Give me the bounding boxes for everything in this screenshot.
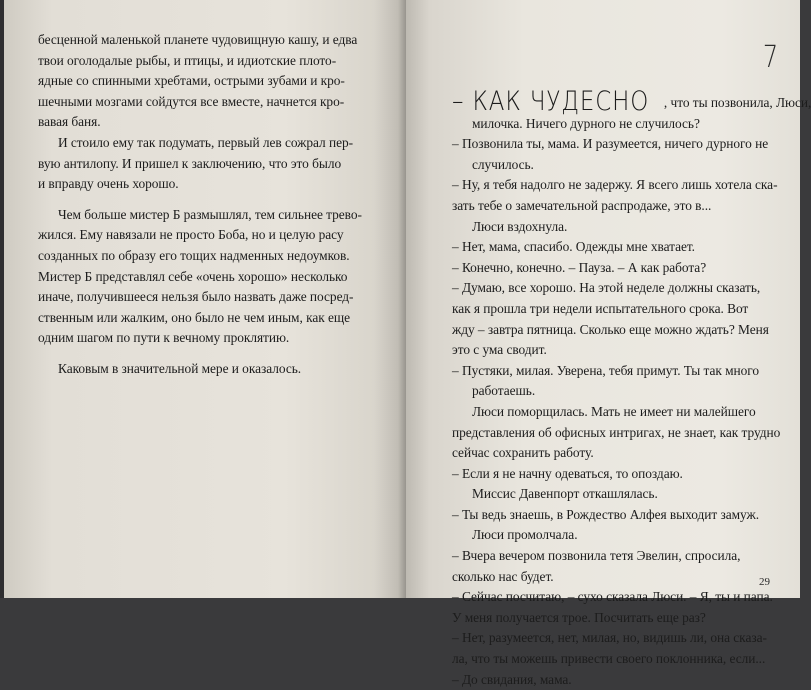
text-line: твои оголодалые рыбы, и птицы, и идиотские плото- bbox=[38, 52, 337, 68]
text-line: сколько нас будет. bbox=[452, 568, 554, 584]
text-line: – Конечно, конечно. – Пауза. – А как работа? bbox=[452, 259, 707, 275]
chapter-number: 7 bbox=[762, 40, 779, 75]
text-line: ственным или жалким, оно было не чем иным, как еще bbox=[38, 309, 351, 325]
chapter-lead-words: – КАК ЧУДЕСНО bbox=[452, 86, 650, 117]
left-page bbox=[4, 0, 406, 598]
text-line: зать тебе о замечательной распродаже, это в... bbox=[452, 197, 712, 213]
text-line: вавая баня. bbox=[38, 114, 101, 130]
chapter-lead-rest: , что ты позвонила, Люси, bbox=[663, 95, 811, 110]
text-line: И стоило ему так подумать, первый лев сожрал пер- bbox=[58, 134, 354, 150]
text-line: и вправду очень хорошо. bbox=[38, 176, 179, 192]
chapter-opening-line bbox=[452, 86, 811, 117]
paragraph bbox=[38, 359, 372, 380]
text-line: – Вчера вечером позвонила тетя Эвелин, спросила, bbox=[452, 548, 741, 564]
text-line: – Думаю, все хорошо. На этой неделе должны сказать, bbox=[452, 280, 761, 296]
text-line: это с ума сводит. bbox=[452, 342, 547, 358]
text-line: случилось. bbox=[472, 156, 534, 172]
paragraph bbox=[38, 133, 372, 195]
text-line: Люси поморщилась. Мать не имеет ни малейшего bbox=[472, 403, 756, 419]
text-line: милочка. Ничего дурного не случилось? bbox=[472, 115, 700, 131]
text-line: У меня получается трое. Посчитать еще раз? bbox=[452, 609, 706, 625]
page-number: 29 bbox=[759, 576, 770, 588]
right-page-body bbox=[452, 114, 781, 690]
text-line: – Пустяки, милая. Уверена, тебя примут. Ты так много bbox=[452, 362, 760, 378]
text-line: – Ну, я тебя надолго не задержу. Я всего лишь хотела ска- bbox=[452, 177, 778, 193]
text-line: представления об офисных интригах, не знает, как трудно bbox=[452, 424, 781, 440]
paragraph bbox=[38, 30, 372, 133]
text-line: бесценной маленькой планете чудовищную кашу, и едва bbox=[38, 32, 358, 47]
text-line: Каковым в значительной мере и оказалось. bbox=[58, 360, 302, 376]
text-line: – Если я не начну одеваться, то опоздаю. bbox=[452, 465, 683, 481]
text-line: – Сейчас посчитаю, – сухо сказала Люси. – Я, ты и папа. bbox=[452, 589, 773, 605]
text-line: Мистер Б представлял себе «очень хорошо» несколько bbox=[38, 268, 348, 284]
text-line: ядные со спинными хребтами, острыми зубами и кро- bbox=[38, 73, 345, 89]
text-line: – Нет, мама, спасибо. Одежды мне хватает. bbox=[452, 239, 695, 255]
text-line: – До свидания, мама. bbox=[452, 671, 572, 687]
text-line: Люси вздохнула. bbox=[472, 218, 568, 234]
text-line: Чем больше мистер Б размышлял, тем сильнее трево- bbox=[58, 206, 362, 222]
text-line: – Позвонила ты, мама. И разумеется, ничего дурного не bbox=[452, 136, 769, 152]
right-page bbox=[406, 0, 811, 687]
paragraph bbox=[38, 205, 372, 349]
text-line: сейчас сохранить работу. bbox=[452, 445, 594, 461]
text-line: Люси промолчала. bbox=[472, 527, 578, 543]
text-line: шечными мозгами сойдутся все вместе, начнется кро- bbox=[38, 93, 345, 109]
text-line: как я прошла три недели испытательного срока. Вот bbox=[452, 300, 749, 316]
text-line: – Ты ведь знаешь, в Рождество Алфея выходит замуж. bbox=[452, 506, 759, 522]
text-line: ла, что ты можешь привести своего поклонника, если... bbox=[452, 651, 766, 667]
text-line: жду – завтра пятница. Сколько еще можно ждать? Меня bbox=[452, 321, 769, 337]
text-line: созданных по образу его тощих надменных недоумков. bbox=[38, 247, 350, 263]
text-line: жился. Ему навязали не просто Боба, но и целую расу bbox=[38, 227, 344, 243]
text-line: – Нет, разумеется, нет, милая, но, видишь ли, она сказа- bbox=[452, 630, 767, 646]
text-line: вую антилопу. И пришел к заключению, что это было bbox=[38, 155, 342, 171]
text-line: иначе, получившееся нельзя было назвать даже посред- bbox=[38, 289, 354, 305]
text-line: работаешь. bbox=[472, 383, 536, 399]
text-line: одним шагом по пути к вечному проклятию. bbox=[38, 330, 290, 346]
text-line: Миссис Давенпорт откашлялась. bbox=[472, 486, 658, 502]
